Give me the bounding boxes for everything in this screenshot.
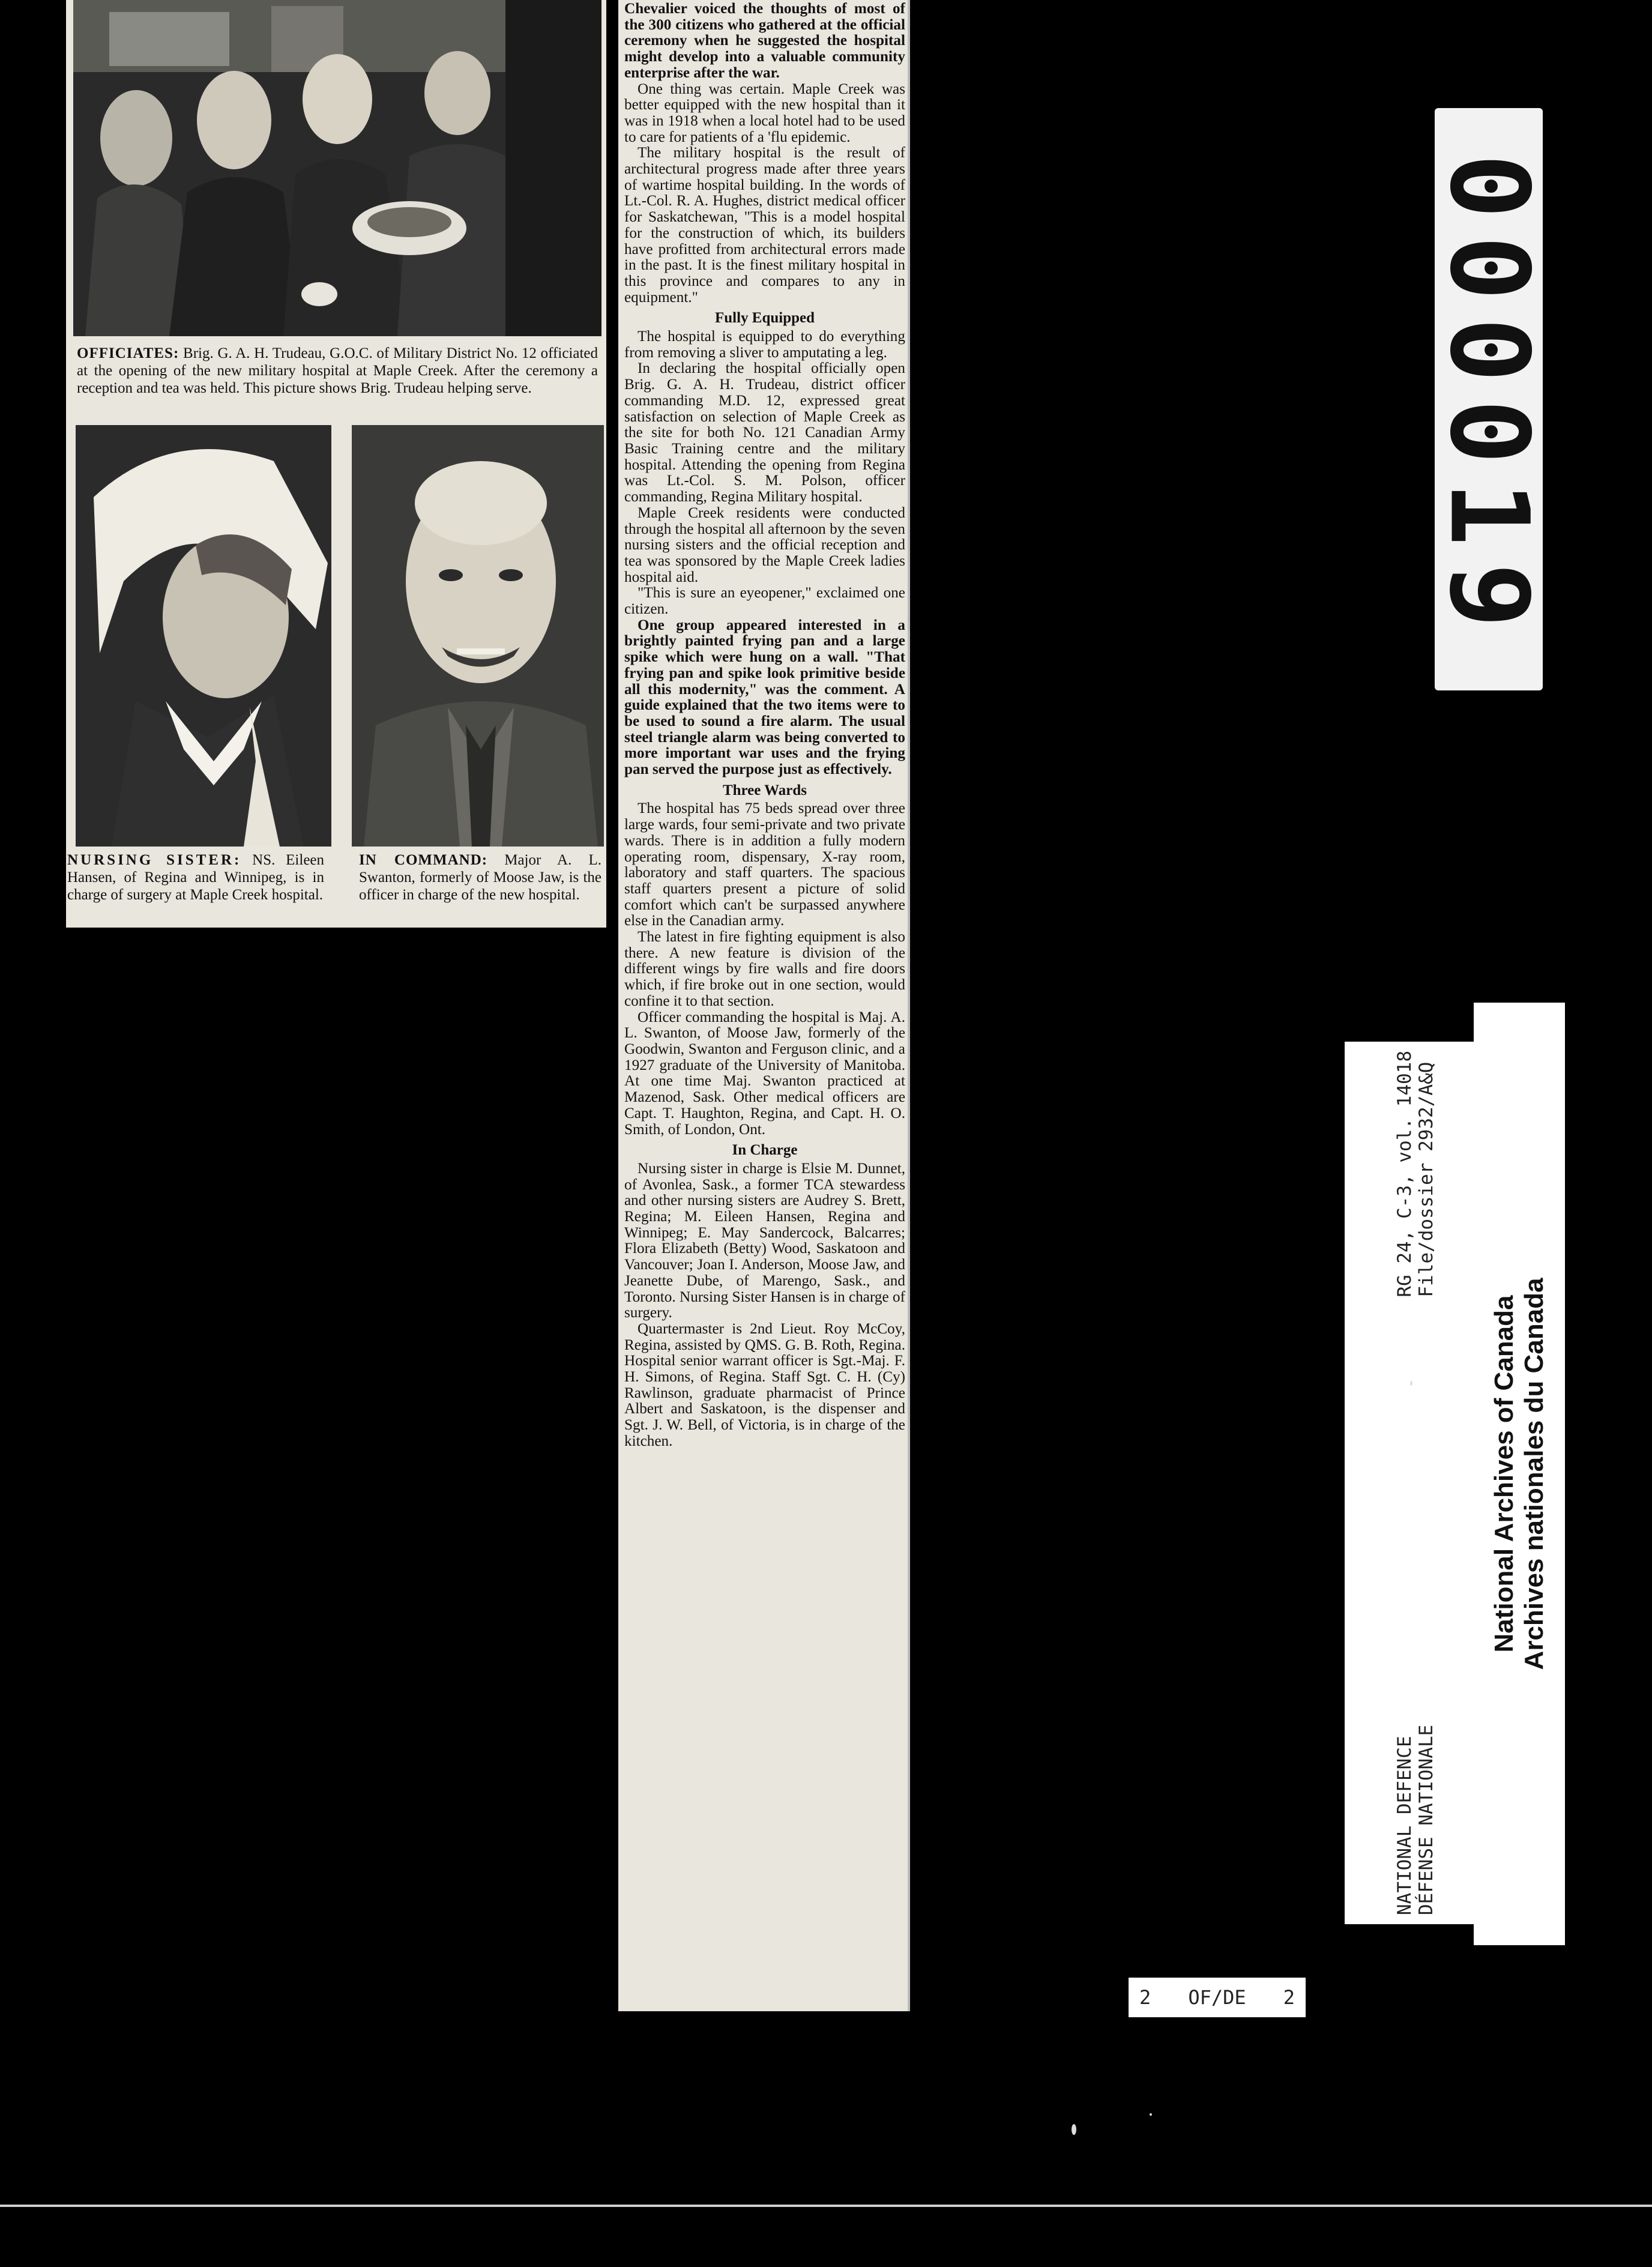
- page-tag-right: 2: [1283, 1986, 1295, 2009]
- article-paragraph-8: The hospital has 75 beds spread over three large wards, four semi-private and two private wards. There is in addition a fully modern operating room, dispensary, X-ray room, laboratory and staff quarters. The spacious staff quarters present a picture of solid comfort which can't be surpassed anywhere else in the Canadian army.: [624, 800, 905, 929]
- in-command-caption-block: [359, 851, 601, 904]
- article-paragraph-11: Nursing sister in charge is Elsie M. Dunnet, of Avonlea, Sask., a former TCA stewardess and other nursing sisters are Audrey S. Brett, Regina; M. Eileen Hansen, Regina and Winnipeg; E. May Sandercock, Balcarres; Flora Elizabeth (Betty) Wood, Saskatoon and Vancouver; Joan I. Anderson, Moose Jaw, and Jeanette Dube, of Marengo, Sask., and Toronto. Nursing Sister Hansen is in charge of surgery.: [624, 1160, 905, 1321]
- reference-label-text: [1394, 1051, 1437, 1915]
- nursing-sister-caption-lead: NURSING SISTER:: [67, 852, 242, 868]
- article-paragraph-12: Quartermaster is 2nd Lieut. Roy McCoy, Regina, assisted by QMS. G. B. Roth, Regina. Hospital senior warrant officer is Sgt.-Maj. F. H. Simons, of Regina. Staff Sgt. C. H. (Cy) Rawlinson, graduate pharmacist of Prince Albert and Saskatoon, is the dispenser and Sgt. J. W. Bell, of Victoria, is in charge of the kitchen.: [624, 1320, 905, 1449]
- record-group-line: RG 24, C-3, vol. 14018: [1393, 1051, 1415, 1297]
- frame-number-strip: [1426, 108, 1552, 690]
- record-group-lines: [1394, 1051, 1437, 1297]
- file-line: File/dossier 2932/A&Q: [1415, 1061, 1437, 1297]
- officiates-photo: [73, 0, 601, 336]
- subhead-fully-equipped: Fully Equipped: [714, 310, 815, 327]
- subhead-three-wards: Three Wards: [722, 782, 807, 798]
- archive-label-en: National Archives of Canada: [1489, 1295, 1519, 1653]
- article-paragraph-1: One thing was certain. Maple Creek was better equipped with the new hospital than it was in 1918 when a local hotel had to be used to care for patients of a 'flu epidemic.: [624, 80, 905, 145]
- officiates-caption-block: [77, 345, 598, 397]
- in-command-caption: [359, 851, 601, 904]
- frame-number: 000019: [1426, 153, 1552, 645]
- archive-label-fr: Archives nationales du Canada: [1519, 1278, 1549, 1670]
- article-paragraph-3: The hospital is equipped to do everything from removing a sliver to amputating a leg.: [624, 328, 905, 361]
- department-en: NATIONAL DEFENCE: [1393, 1736, 1415, 1915]
- film-speck: [1072, 2124, 1076, 2135]
- reference-label: [1345, 1042, 1486, 1924]
- article-paragraph-6: "This is sure an eyeopener," exclaimed one citizen.: [624, 585, 905, 618]
- article-paragraph-2: The military hospital is the result of architectural progress made after three years of wartime hospital building. In the words of Lt.-Col. R. A. Hughes, district medical officer for Saskatchewan, "This is a model hospital for the construction of which, its builders have profitted from architectural errors made in the past. It is the finest military hospital in this province and compares to any in equipment.": [624, 145, 905, 306]
- in-command-caption-text: Major A. L. Swanton, formerly of Moose Jaw, is the officer in charge of the new hospital.: [359, 852, 602, 903]
- in-command-photo: [352, 425, 604, 847]
- clipping-edge: [908, 0, 910, 2011]
- article-paragraph-9: The latest in fire fighting equipment is also there. A new feature is division of the different wings by fire walls and fire doors which, if fire broke out in one section, would confine it to that section.: [624, 929, 905, 1009]
- film-speck: [1410, 1381, 1412, 1386]
- nursing-sister-photo: [76, 425, 331, 847]
- nursing-sister-caption: [67, 851, 324, 904]
- department-lines: [1394, 1725, 1437, 1915]
- in-command-caption-lead: IN COMMAND:: [359, 852, 488, 868]
- department-fr: DÉFENSE NATIONALE: [1415, 1724, 1437, 1915]
- nursing-sister-caption-text: NS. Eileen Hansen, of Regina and Winnipeg, is in charge of surgery at Maple Creek hospital.: [67, 852, 325, 903]
- officiates-caption-lead: OFFICIATES:: [77, 345, 179, 361]
- subhead-in-charge: In Charge: [732, 1142, 798, 1159]
- page-tag: [1129, 1978, 1306, 2017]
- officiates-caption: [77, 345, 598, 397]
- nursing-sister-caption-block: [67, 851, 324, 904]
- article-paragraph-7: One group appeared interested in a brightly painted frying pan and a large spike which were hung on a wall. "That frying pan and spike look primitive beside all this modernity," was the comment. A guide explained that the two items were to be used to sound a fire alarm. The usual steel triangle alarm was being converted to more important war uses and the frying pan served the purpose just as effectively.: [624, 617, 905, 778]
- article-paragraph-10: Officer commanding the hospital is Maj. A. L. Swanton, of Moose Jaw, formerly of the Goodwin, Swanton and Ferguson clinic, and a 1927 graduate of the University of Manitoba. At one time Maj. Swanton practiced at Mazenod, Sask. Other medical officers are Capt. T. Haughton, Regina, and Capt. H. O. Smith, of London, Ont.: [624, 1009, 905, 1138]
- film-speck: [1150, 2113, 1152, 2116]
- page-tag-left: 2: [1139, 1986, 1151, 2009]
- page-tag-middle: OF/DE: [1188, 1986, 1246, 2009]
- bottom-rule: [0, 2205, 1652, 2207]
- archive-label-text: [1489, 1278, 1549, 1670]
- article-paragraph-4: In declaring the hospital officially open Brig. G. A. H. Trudeau, district officer commanding M.D. 12, expressed great satisfaction on selection of Maple Creek as the site for both No. 121 Canadian Army Basic Training centre and the military hospital. Attending the opening from Regina was Lt.-Col. S. M. Polson, officer commanding, Regina Military hospital.: [624, 360, 905, 506]
- article-lead: Chevalier voiced the thoughts of most of the 300 citizens who gathered at the official ceremony when he suggested the hospital might develop into a valuable community enterprise after the war.: [624, 1, 905, 81]
- article-column: [624, 1, 905, 1450]
- officiates-caption-text: Brig. G. A. H. Trudeau, G.O.C. of Military District No. 12 officiated at the opening of the new military hospital at Maple Creek. After the ceremony a reception and tea was held. This picture shows Brig. Trudeau helping serve.: [77, 345, 598, 396]
- archive-label: [1474, 1003, 1565, 1945]
- article-paragraph-5: Maple Creek residents were conducted through the hospital all afternoon by the seven nursing sisters and the official reception and tea was sponsored by the Maple Creek ladies hospital aid.: [624, 504, 905, 585]
